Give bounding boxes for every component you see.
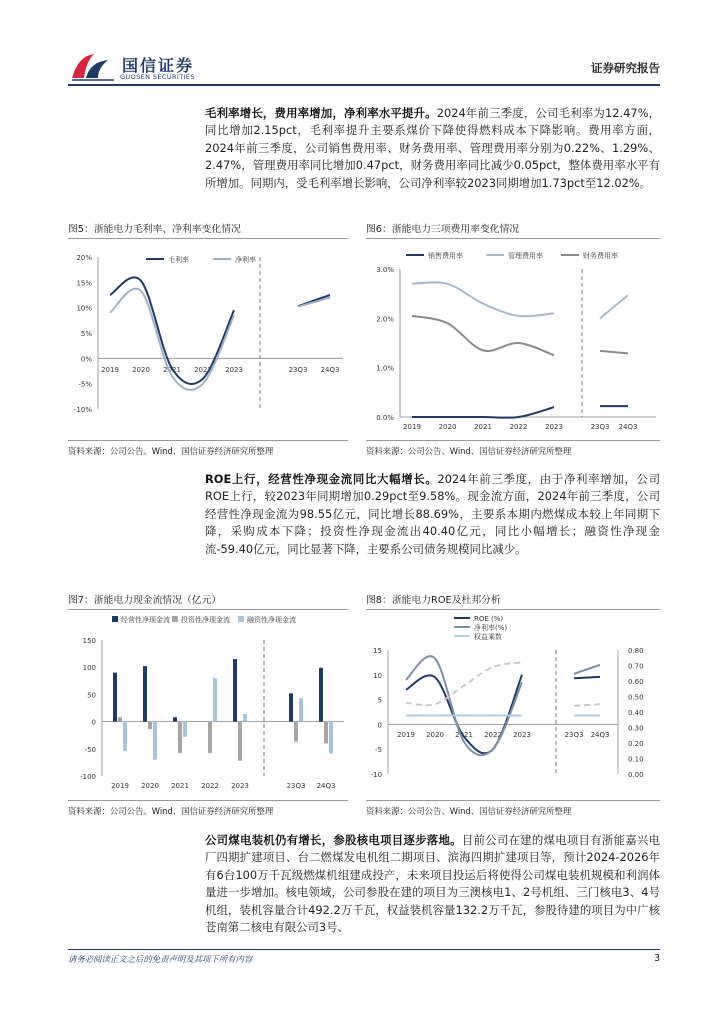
bar [324, 722, 328, 744]
y-tick-label: 5% [80, 330, 92, 338]
y-tick-label: 10% [76, 304, 92, 313]
y2-tick-label: 0.00 [628, 771, 644, 779]
series-line-recent [600, 351, 628, 353]
x-tick-label: 2022 [509, 423, 528, 431]
y-tick-label: -10 [370, 771, 382, 779]
figure-title: 图7：浙能电力现金流情况（亿元） [68, 592, 348, 610]
series-line [110, 289, 234, 390]
bar [173, 717, 177, 721]
series-line [406, 662, 522, 705]
y-tick-label: 0.0% [376, 414, 394, 422]
series-line-recent [574, 704, 600, 706]
y2-tick-label: 0.60 [628, 678, 644, 686]
series-line-recent [574, 677, 600, 678]
bar [153, 722, 157, 760]
series-line [110, 277, 234, 384]
paragraph-body: 2024年前三季度，公司毛利率为12.47%，同比增加2.15pct，毛利率提升主要系煤价下降使得燃料成本下降影响。费用率方面，2024年前三季度，公司销售费用率、财务费用率、管理费用率分别为0.22%、1.29%、2.47%，管理费用率同比增加0.47pct，财务费用率同比减少0.05pct，整体费用率水平有所增加。同期内，受毛利率增长影响，公司净利率较2023同期增加1.73pct至12.02%。 [205, 106, 660, 190]
y-tick-label: -5% [78, 380, 92, 389]
bar [319, 668, 323, 722]
chart-fig5 [68, 239, 348, 439]
y-tick-label: 15% [76, 279, 92, 288]
x-tick-label: 2020 [426, 731, 444, 739]
figure-5 [68, 221, 348, 457]
y2-tick-label: 0.70 [628, 662, 644, 671]
legend-swatch [172, 616, 178, 622]
y-tick-label: 0% [80, 355, 92, 364]
y-tick-label: 15 [373, 647, 382, 655]
y2-tick-label: 0.30 [628, 724, 644, 733]
paragraph-body: 2024年前三季度，由于净利率增加，公司ROE上行，较2023年同期增加0.29pct至9.58%。现金流方面，2024年前三季度，公司经营性净现金流为98.55亿元，同比增长88.69%，主要系本期内燃煤成本较上年同期下降，采购成本下降；投资性净现金流出40.40亿元，同比小幅增长；融资性净现金流-59.40亿元，同比显著下降，主要系公司债务规模同比减少。 [205, 472, 660, 556]
bar [123, 722, 127, 751]
x-tick-label: 23Q3 [564, 731, 584, 739]
x-tick-label: 2022 [201, 782, 219, 790]
bar [294, 722, 298, 742]
y-tick-label: 5 [377, 696, 382, 705]
y-tick-label: -50 [84, 745, 96, 754]
figure-title: 图8：浙能电力ROE及杜邦分析 [366, 592, 660, 610]
y-tick-label: -10% [73, 406, 92, 414]
figure-source: 资料来源：公司公告、Wind、国信证券经济研究所整理 [366, 440, 660, 457]
x-tick-label: 2020 [438, 423, 457, 431]
x-tick-label: 24Q3 [618, 423, 638, 431]
y-tick-label: 150 [82, 637, 96, 645]
y-tick-label: -5 [375, 746, 382, 755]
bar [299, 698, 303, 721]
x-tick-label: 2021 [455, 731, 473, 739]
x-tick-label: 2023 [513, 731, 531, 739]
legend-label: 权益乘数 [474, 633, 502, 641]
y-tick-label: 100 [82, 664, 96, 673]
paragraph-margin [205, 105, 660, 192]
x-tick-label: 2019 [101, 366, 119, 374]
figure-6 [366, 221, 660, 457]
paragraph-heading: 公司煤电装机仍有增长，参股核电项目逐步落地。 [205, 833, 462, 847]
figure-title: 图6：浙能电力三项费用率变化情况 [366, 221, 660, 239]
page-number: 3 [653, 953, 660, 964]
legend-swatch [238, 616, 244, 622]
figure-title: 图5：浙能电力毛利率、净利率变化情况 [68, 221, 348, 239]
x-tick-label: 24Q3 [320, 366, 340, 374]
x-tick-label: 2023 [545, 423, 563, 431]
bar [329, 722, 333, 754]
logo-text-en: GUOSEN SECURITIES [120, 73, 195, 81]
y-tick-label: 0 [91, 718, 96, 727]
x-tick-label: 2022 [484, 731, 502, 739]
y2-tick-label: 0.80 [628, 647, 644, 655]
figure-8 [366, 592, 660, 817]
disclaimer: 请务必阅读正文之后的免责声明及其项下所有内容 [68, 954, 253, 964]
paragraph-body: 目前公司在建的煤电项目有浙能嘉兴电厂四期扩建项目、台二燃煤发电机组二期项目、滨海四期扩建项目等，预计2024-2026年有6台100万千瓦级燃煤机组建成投产，未来项目投运后将使得公司煤电装机规模和利润体量进一步增加。核电领域，公司参股在建的项目为三澳核电1、2号机组、三门核电3、4号机组，装机容量合计492.2万千瓦，权益装机容量132.2万千瓦，参股待建的项目为中广核苍南第二核电有限公司3号、 [205, 833, 660, 935]
x-tick-label: 2021 [474, 423, 492, 431]
y-tick-label: 10 [373, 671, 382, 680]
logo-text-cn: 国信证券 [122, 56, 195, 75]
y-tick-label: 0 [377, 721, 382, 730]
figure-source: 资料来源：公司公告、Wind、国信证券经济研究所整理 [68, 440, 348, 457]
guosen-logo-icon [68, 50, 118, 84]
bar [289, 693, 293, 721]
paragraph-coal-nuclear [205, 832, 660, 936]
x-tick-label: 2019 [397, 731, 415, 739]
y2-tick-label: 0.10 [628, 755, 644, 764]
x-tick-label: 23Q3 [288, 366, 308, 374]
chart-fig6 [366, 239, 660, 439]
footer-divider [68, 949, 660, 950]
x-tick-label: 2021 [163, 366, 181, 374]
series-line [412, 282, 554, 316]
legend-label: 净利率(%) [474, 624, 508, 632]
y-tick-label: 50 [87, 691, 96, 700]
bar [238, 722, 242, 761]
header-divider [68, 84, 660, 86]
x-tick-label: 2020 [141, 782, 159, 790]
y2-tick-label: 0.50 [628, 693, 644, 702]
figure-7 [68, 592, 348, 817]
x-tick-label: 23Q3 [590, 423, 610, 431]
x-tick-label: 24Q3 [590, 731, 610, 739]
x-tick-label: 23Q3 [286, 782, 306, 790]
report-tag: 证券研究报告 [591, 61, 660, 75]
y-tick-label: 2.0% [376, 315, 394, 324]
y-tick-label: -100 [80, 773, 96, 781]
y-tick-label: 3.0% [376, 266, 394, 274]
bar [243, 714, 247, 722]
bar [178, 722, 182, 754]
legend-label: 融资性净现金流 [247, 616, 296, 624]
y-tick-label: 20% [76, 254, 92, 262]
bar [233, 659, 237, 722]
bar [208, 722, 212, 754]
series-line [406, 656, 522, 755]
bar [143, 666, 147, 721]
legend-label: 经营性净现金流 [121, 616, 170, 624]
x-tick-label: 2023 [231, 782, 249, 790]
x-tick-label: 2020 [132, 366, 150, 374]
paragraph-heading: 毛利率增长，费用率增加，净利率水平提升。 [205, 106, 437, 120]
chart-fig8 [366, 610, 660, 800]
x-tick-label: 2019 [111, 782, 129, 790]
series-line-recent [298, 298, 330, 307]
bar [113, 673, 117, 722]
paragraph-roe [205, 471, 660, 558]
bar [213, 678, 217, 722]
legend-label: ROE (%) [474, 615, 504, 623]
chart-fig7 [68, 610, 348, 800]
legend-label: 管理费用率 [508, 252, 543, 260]
page-header [68, 50, 660, 86]
x-tick-label: 2023 [225, 366, 243, 374]
series-line-recent [574, 665, 600, 674]
bar [148, 722, 152, 730]
legend-swatch [112, 616, 118, 622]
legend-label: 销售费用率 [428, 252, 463, 260]
series-line [412, 316, 554, 355]
paragraph-heading: ROE上行，经营性净现金流同比大幅增长。 [205, 472, 438, 486]
x-tick-label: 2021 [171, 782, 189, 790]
y-tick-label: 1.0% [376, 364, 394, 373]
legend-label: 投资性净现金流 [181, 616, 230, 624]
bar [118, 717, 122, 721]
y2-tick-label: 0.20 [628, 740, 644, 748]
series-line [412, 407, 554, 418]
bar [183, 722, 187, 737]
x-tick-label: 2019 [403, 423, 421, 431]
x-tick-label: 2022 [194, 366, 212, 374]
figure-source: 资料来源：公司公告、Wind、国信证券经济研究所整理 [68, 800, 348, 817]
legend-label: 净利率 [235, 256, 256, 264]
legend-label: 毛利率 [168, 256, 189, 264]
figure-source: 资料来源：公司公告、Wind、国信证券经济研究所整理 [366, 800, 660, 817]
x-tick-label: 24Q3 [316, 782, 336, 790]
legend-label: 财务费用率 [583, 252, 618, 260]
y2-tick-label: 0.40 [628, 709, 644, 717]
series-line-recent [600, 295, 628, 318]
